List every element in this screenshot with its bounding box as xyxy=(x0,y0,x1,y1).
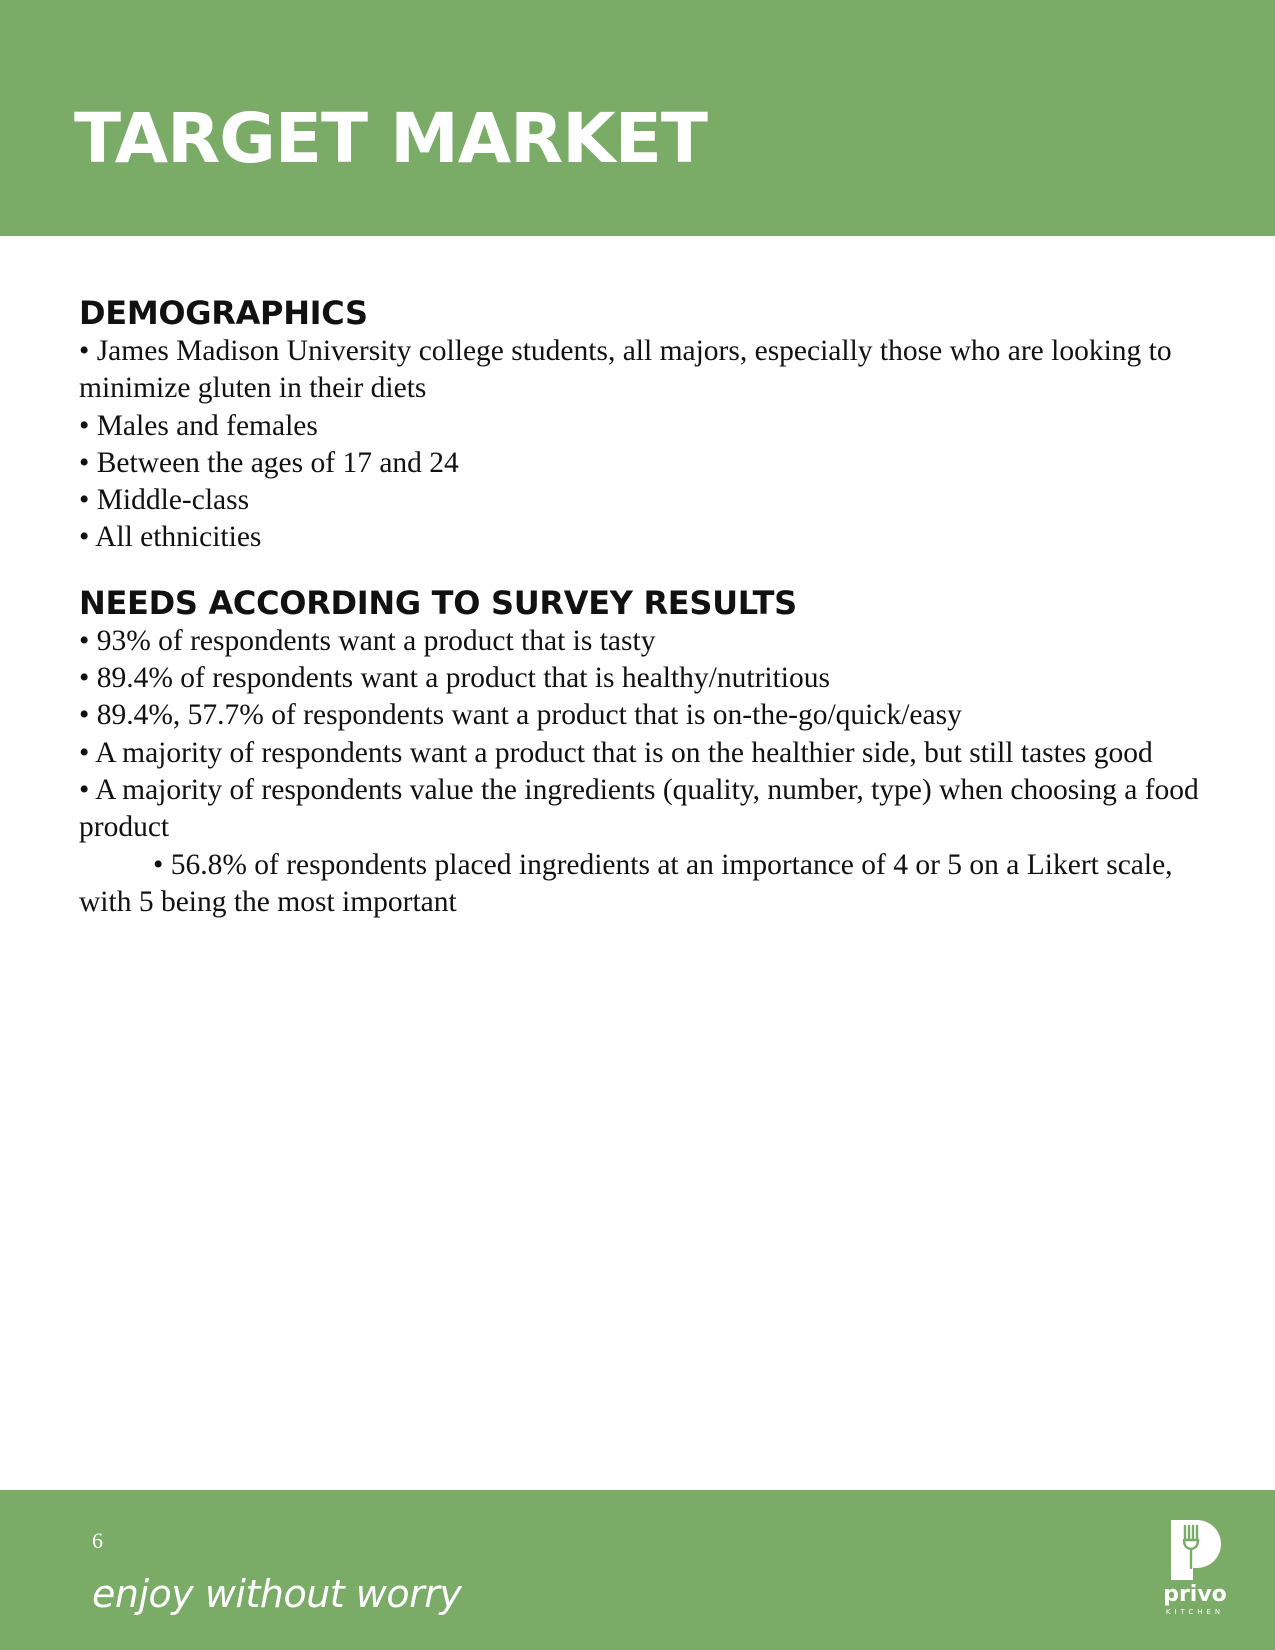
needs-item: • A majority of respondents value the ingredients (quality, number, type) when choosing a food product xyxy=(79,773,1199,844)
needs-item: • 93% of respondents want a product that is tasty xyxy=(79,624,656,657)
footer-band xyxy=(0,1490,1275,1650)
fork-p-logo-icon xyxy=(1167,1518,1223,1582)
demographic-item: • Males and females xyxy=(79,409,318,442)
needs-item: • A majority of respondents want a product that is on the healthier side, but still tastes good xyxy=(79,736,1153,769)
page-title: TARGET MARKET xyxy=(74,99,707,179)
demographic-item: • Between the ages of 17 and 24 xyxy=(79,446,459,479)
needs-section xyxy=(79,583,1219,921)
demographic-item: • Middle-class xyxy=(79,484,250,517)
needs-heading: NEEDS ACCORDING TO SURVEY RESULTS xyxy=(79,583,797,622)
brand-name: privo xyxy=(1163,1582,1227,1607)
needs-item: • 89.4% of respondents want a product that is healthy/nutritious xyxy=(79,662,830,695)
demographics-section xyxy=(79,293,1219,557)
page-number: 6 xyxy=(92,1528,103,1553)
demographics-heading: DEMOGRAPHICS xyxy=(79,294,368,332)
brand-logo xyxy=(1156,1518,1234,1628)
page-content xyxy=(79,293,1219,947)
header-band xyxy=(0,0,1275,236)
brand-subtitle: KITCHEN xyxy=(1165,1608,1225,1616)
demographic-item: • James Madison University college students, all majors, especially those who are looking to minimize gluten in their diets xyxy=(79,335,1172,405)
demographic-item: • All ethnicities xyxy=(79,521,262,554)
needs-item: • 89.4%, 57.7% of respondents want a product that is on-the-go/quick/easy xyxy=(79,699,962,732)
tagline: enjoy without worry xyxy=(92,1572,462,1616)
needs-subitem: • 56.8% of respondents placed ingredients at an importance of 4 or 5 on a Likert scale, with 5 being the most important xyxy=(79,848,1173,918)
